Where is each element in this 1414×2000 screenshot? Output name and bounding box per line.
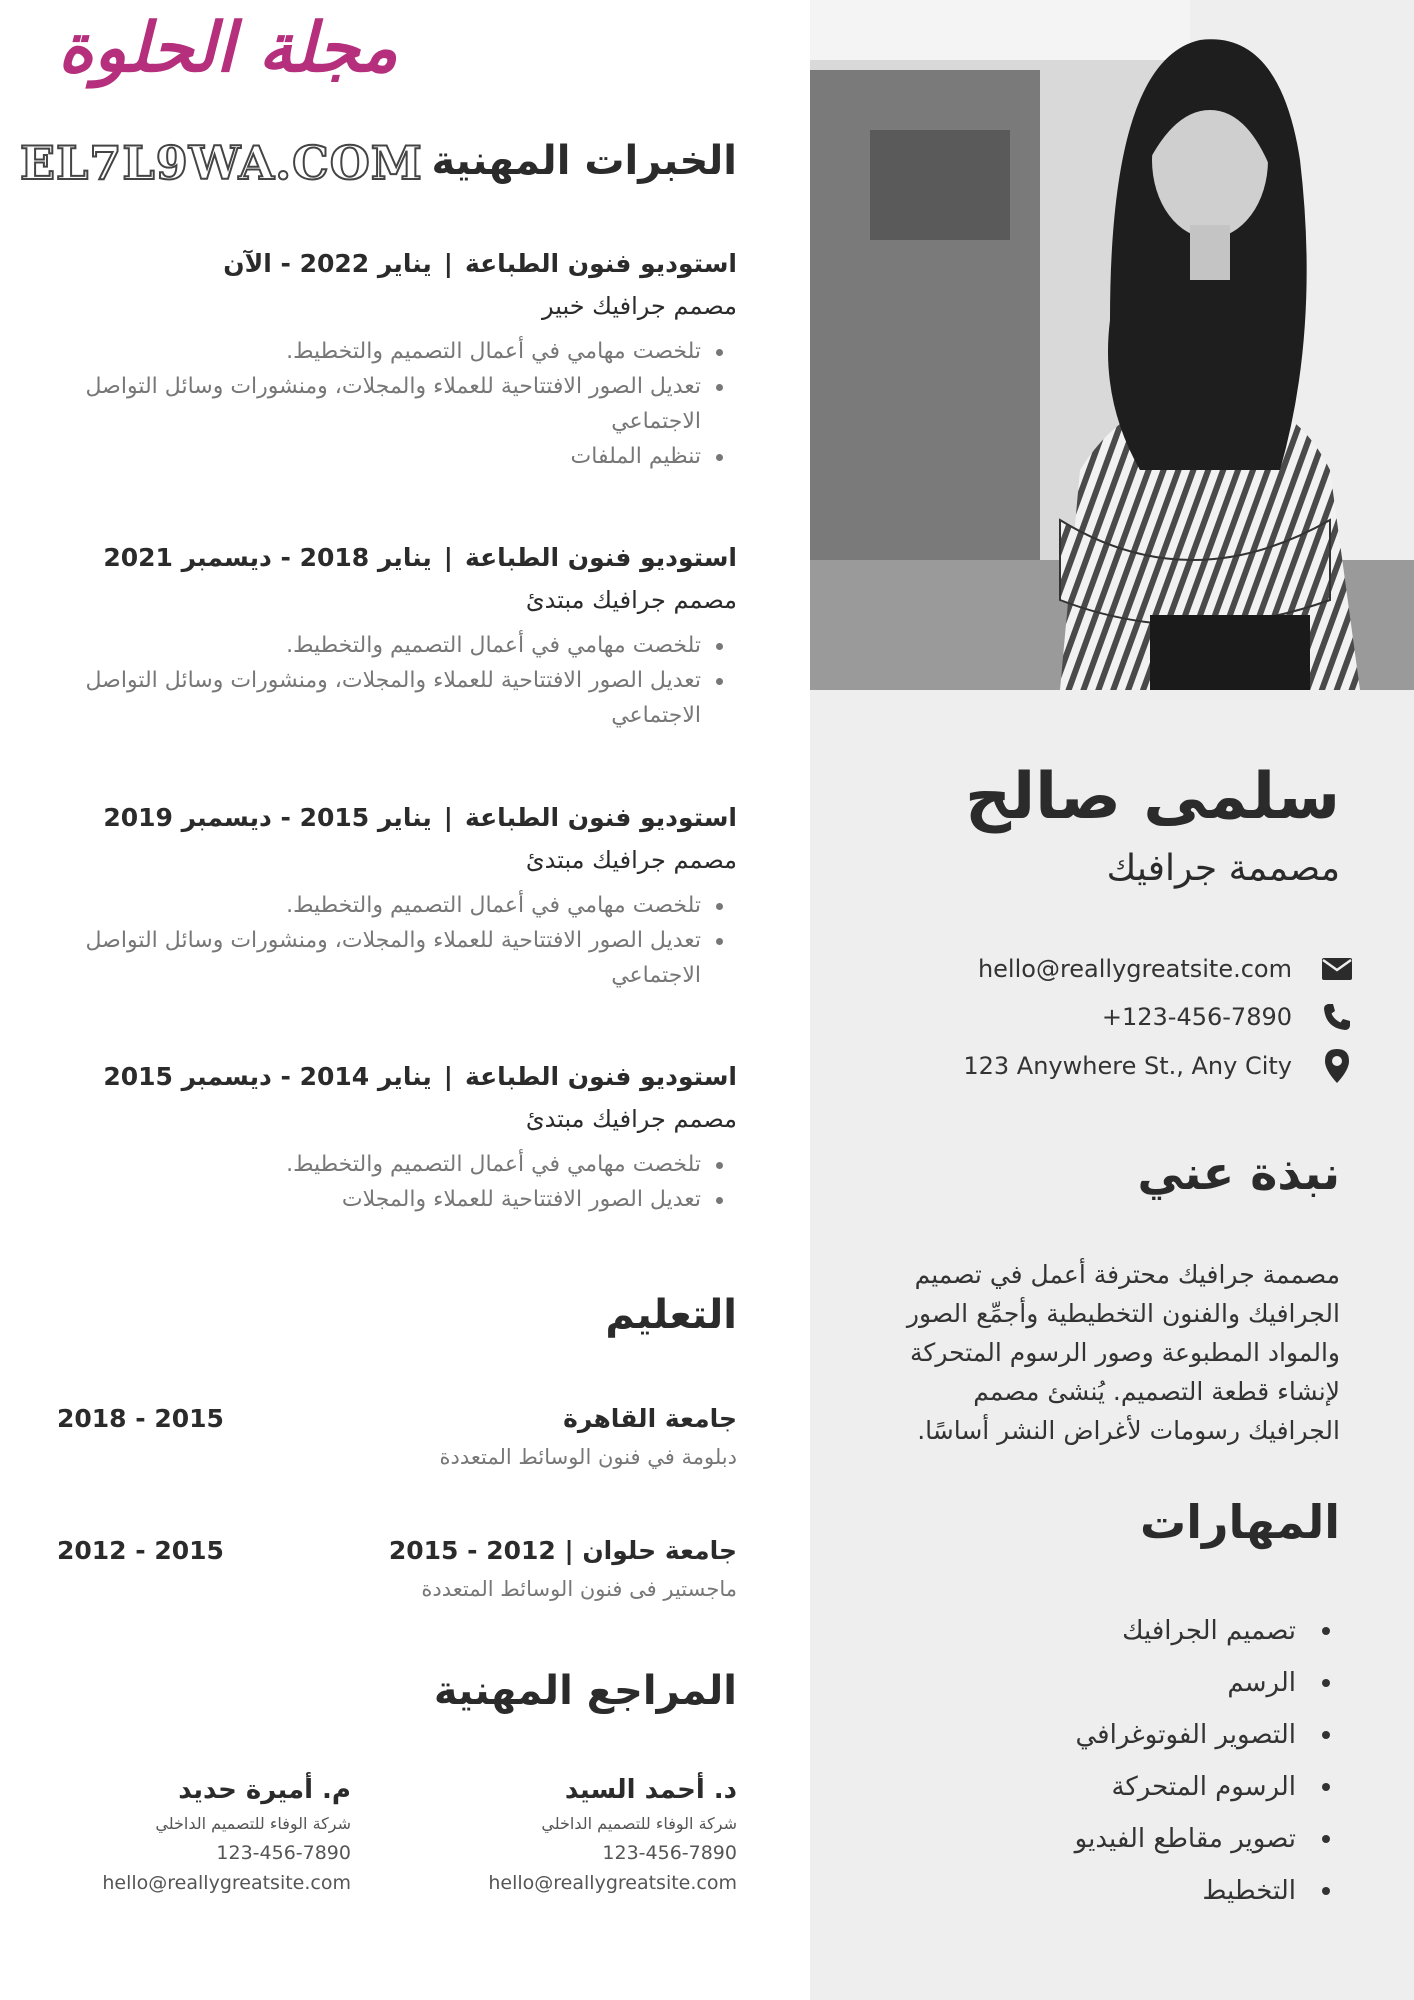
job-company: استوديو فنون الطباعة	[464, 543, 737, 572]
reference-email: hello@reallygreatsite.com	[488, 1872, 737, 1894]
watermark-latin: EL7L9WA.COM	[20, 136, 423, 190]
contact-address-text: 123 Anywhere St., Any City	[963, 1052, 1292, 1080]
job-title-line	[57, 244, 737, 284]
watermark-logo	[18, 8, 423, 190]
education-years: 2012 - 2015	[57, 1536, 224, 1565]
reference-company: شركة الوفاء للتصميم الداخلي	[541, 1814, 737, 1833]
reference-name: د. أحمد السيد	[564, 1775, 737, 1805]
job-bullet: تعديل الصور الافتتاحية للعملاء والمجلات، ومنشورات وسائل التواصل الاجتماعي	[57, 923, 701, 993]
skill-item: تصوير مقاطع الفيديو	[940, 1813, 1340, 1865]
skill-item: التخطيط	[940, 1865, 1340, 1917]
job-bullets	[57, 628, 737, 733]
job-bullet: تلخصت مهامي في أعمال التصميم والتخطيط.	[57, 1147, 701, 1182]
job-entry	[57, 1057, 737, 1217]
education-school: جامعة القاهرة	[563, 1404, 737, 1433]
job-bullet: تعديل الصور الافتتاحية للعملاء والمجلات	[57, 1182, 701, 1217]
job-bullet: تعديل الصور الافتتاحية للعملاء والمجلات، ومنشورات وسائل التواصل الاجتماعي	[57, 663, 701, 733]
contact-email	[934, 952, 1354, 986]
education-school: جامعة حلوان | 2012 - 2015	[388, 1536, 737, 1565]
job-period: يناير 2015 - ديسمبر 2019	[103, 803, 432, 832]
contact-phone-text: +123-456-7890	[1101, 1003, 1292, 1031]
job-company: استوديو فنون الطباعة	[464, 249, 737, 278]
job-role: مصمم جرافيك مبتدئ	[525, 586, 737, 614]
job-period: يناير 2022 - الآن	[223, 249, 432, 278]
job-company: استوديو فنون الطباعة	[464, 1062, 737, 1091]
job-bullets	[57, 1147, 737, 1217]
reference-phone: 123-456-7890	[602, 1842, 737, 1864]
job-bullet: تلخصت مهامي في أعمال التصميم والتخطيط.	[57, 334, 701, 369]
education-entry	[57, 1531, 737, 1607]
reference-email: hello@reallygreatsite.com	[102, 1872, 351, 1894]
education-degree: ماجستير فى فنون الوسائط المتعددة	[421, 1577, 737, 1601]
job-title-line	[57, 538, 737, 578]
job-role: مصمم جرافيك مبتدئ	[525, 1105, 737, 1133]
reference-card	[437, 1770, 737, 1898]
profile-name: سلمى صالح	[964, 760, 1340, 834]
job-bullets	[57, 888, 737, 993]
job-period: يناير 2014 - ديسمبر 2015	[103, 1062, 432, 1091]
job-separator: |	[443, 803, 453, 832]
job-entry	[57, 538, 737, 733]
reference-phone: 123-456-7890	[216, 1842, 351, 1864]
job-bullet: تلخصت مهامي في أعمال التصميم والتخطيط.	[57, 888, 701, 923]
profile-photo-illustration	[810, 0, 1414, 690]
contact-email-text: hello@reallygreatsite.com	[977, 955, 1292, 983]
phone-icon	[1320, 1000, 1354, 1034]
job-title-line	[57, 798, 737, 838]
contact-phone	[934, 1000, 1354, 1034]
profile-title: مصممة جرافيك	[1106, 848, 1340, 889]
job-bullet: تنظيم الملفات	[57, 439, 701, 474]
skills-list	[940, 1605, 1340, 1917]
job-role: مصمم جرافيك خبير	[541, 292, 737, 320]
skill-item: الرسم	[940, 1657, 1340, 1709]
job-company: استوديو فنون الطباعة	[464, 803, 737, 832]
experience-heading: الخبرات المهنية	[431, 138, 737, 184]
skill-item: تصميم الجرافيك	[940, 1605, 1340, 1657]
skill-item: الرسوم المتحركة	[940, 1761, 1340, 1813]
education-years: 2018 - 2015	[57, 1404, 224, 1433]
job-separator: |	[443, 1062, 453, 1091]
about-heading: نبذة عني	[1137, 1146, 1340, 1200]
job-bullets	[57, 334, 737, 474]
job-role: مصمم جرافيك مبتدئ	[525, 846, 737, 874]
skill-item: التصوير الفوتوغرافي	[940, 1709, 1340, 1761]
skills-heading: المهارات	[1140, 1495, 1340, 1549]
envelope-icon	[1320, 952, 1354, 986]
education-entry	[57, 1399, 737, 1475]
reference-card	[51, 1770, 351, 1898]
references-heading: المراجع المهنية	[433, 1668, 737, 1714]
contact-address	[934, 1049, 1354, 1083]
side-column	[810, 0, 1414, 2000]
job-entry	[57, 244, 737, 474]
job-bullet: تعديل الصور الافتتاحية للعملاء والمجلات، ومنشورات وسائل التواصل الاجتماعي	[57, 369, 701, 439]
reference-company: شركة الوفاء للتصميم الداخلي	[155, 1814, 351, 1833]
watermark-arabic: مجلة الحلوة	[58, 8, 398, 88]
profile-photo	[810, 0, 1414, 690]
about-text: مصممة جرافيك محترفة أعمل في تصميم الجرافيك والفنون التخطيطية وأجمِّع الصور والمواد المطبوعة وصور الرسوم المتحركة لإنشاء قطعة التصميم. يُنشئ مصمم الجرافيك رسومات لأغراض النشر أساسًا.	[906, 1260, 1340, 1445]
job-period: يناير 2018 - ديسمبر 2021	[103, 543, 432, 572]
reference-name: م. أميرة حديد	[178, 1775, 351, 1805]
education-degree: دبلومة في فنون الوسائط المتعددة	[439, 1445, 737, 1469]
job-title-line	[57, 1057, 737, 1097]
location-pin-icon	[1320, 1049, 1354, 1083]
job-separator: |	[443, 543, 453, 572]
job-separator: |	[443, 249, 453, 278]
job-entry	[57, 798, 737, 993]
education-heading: التعليم	[605, 1292, 737, 1338]
job-bullet: تلخصت مهامي في أعمال التصميم والتخطيط.	[57, 628, 701, 663]
